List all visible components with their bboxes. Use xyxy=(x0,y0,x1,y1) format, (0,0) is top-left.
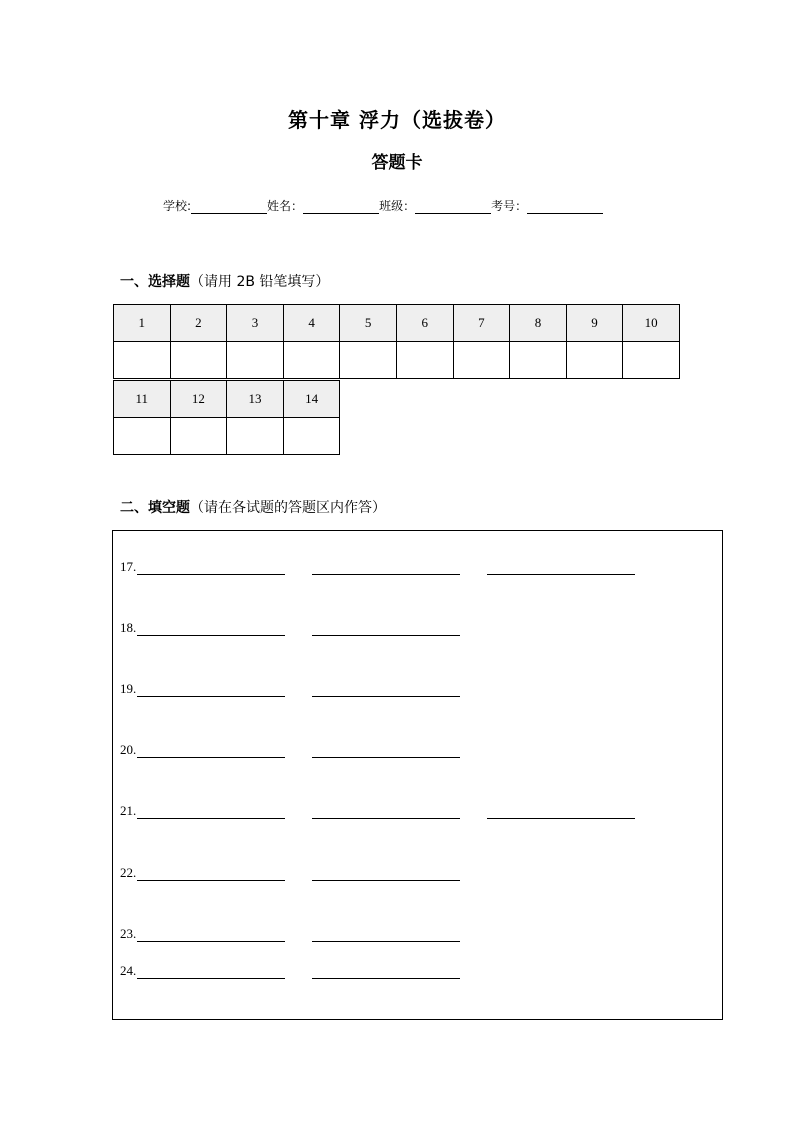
answer-blank-line[interactable] xyxy=(312,635,460,636)
section2-title: 二、填空题 xyxy=(120,500,190,516)
answer-cell[interactable] xyxy=(283,418,340,455)
answer-blank-line[interactable] xyxy=(487,574,635,575)
answer-cell[interactable] xyxy=(566,342,623,379)
answer-blank-line[interactable] xyxy=(137,941,285,942)
page-title: 第十章 浮力（选拔卷） xyxy=(288,108,506,132)
question-number: 20. xyxy=(120,742,137,757)
school-label: 学校: xyxy=(163,199,192,213)
answer-blank-line[interactable] xyxy=(312,696,460,697)
answer-cell[interactable] xyxy=(114,342,171,379)
fill-question-row xyxy=(120,559,635,575)
student-info-row xyxy=(163,197,603,214)
question-number: 23. xyxy=(120,926,137,941)
question-number-cell: 11 xyxy=(114,381,171,418)
answer-cell[interactable] xyxy=(510,342,567,379)
answer-cell[interactable] xyxy=(340,342,397,379)
answer-blank-line[interactable] xyxy=(137,818,285,819)
answer-blank-line[interactable] xyxy=(312,978,460,979)
question-number-cell: 8 xyxy=(510,305,567,342)
question-number: 22. xyxy=(120,865,137,880)
question-number: 18. xyxy=(120,620,137,635)
answer-cell[interactable] xyxy=(283,342,340,379)
question-number-cell: 7 xyxy=(453,305,510,342)
fill-question-row xyxy=(120,742,460,758)
fill-question-row xyxy=(120,865,460,881)
question-number-cell: 12 xyxy=(170,381,227,418)
question-number: 24. xyxy=(120,963,137,978)
class-label: 班级： xyxy=(379,199,416,213)
question-number-cell: 10 xyxy=(623,305,680,342)
answer-blank-line[interactable] xyxy=(137,574,285,575)
section1-note: （请用 2B 铅笔填写） xyxy=(190,274,330,290)
fill-in-answer-area xyxy=(112,530,723,1020)
question-number-cell: 4 xyxy=(283,305,340,342)
answer-blank-line[interactable] xyxy=(487,818,635,819)
question-number-cell: 13 xyxy=(227,381,284,418)
fill-question-row xyxy=(120,803,635,819)
question-number: 19. xyxy=(120,681,137,696)
section2-heading xyxy=(120,497,386,517)
choice-answer-table-2 xyxy=(113,380,340,455)
question-number-cell: 3 xyxy=(227,305,284,342)
page-subtitle: 答题卡 xyxy=(371,153,423,173)
question-number-cell: 14 xyxy=(283,381,340,418)
question-number-cell: 9 xyxy=(566,305,623,342)
answer-cell[interactable] xyxy=(170,418,227,455)
exam-no-label: 考号： xyxy=(491,199,528,213)
answer-cell[interactable] xyxy=(170,342,227,379)
answer-cell[interactable] xyxy=(227,342,284,379)
answer-cell[interactable] xyxy=(396,342,453,379)
answer-blank-line[interactable] xyxy=(312,941,460,942)
class-field[interactable] xyxy=(415,199,491,214)
fill-question-row xyxy=(120,681,460,697)
answer-blank-line[interactable] xyxy=(137,880,285,881)
answer-cell[interactable] xyxy=(623,342,680,379)
answer-blank-line[interactable] xyxy=(137,978,285,979)
question-number-cell: 6 xyxy=(396,305,453,342)
question-number-cell: 5 xyxy=(340,305,397,342)
name-field[interactable] xyxy=(303,199,379,214)
answer-cell[interactable] xyxy=(453,342,510,379)
question-number: 17. xyxy=(120,559,137,574)
choice-answer-table-1 xyxy=(113,304,680,379)
answer-blank-line[interactable] xyxy=(312,574,460,575)
question-number: 21. xyxy=(120,803,137,818)
section1-title: 一、选择题 xyxy=(120,274,190,290)
answer-blank-line[interactable] xyxy=(312,818,460,819)
section2-note: （请在各试题的答题区内作答） xyxy=(190,500,386,516)
exam-no-field[interactable] xyxy=(527,199,603,214)
fill-question-row xyxy=(120,963,460,979)
answer-blank-line[interactable] xyxy=(137,757,285,758)
answer-blank-line[interactable] xyxy=(312,757,460,758)
name-label: 姓名： xyxy=(267,199,304,213)
question-number-cell: 2 xyxy=(170,305,227,342)
fill-question-row xyxy=(120,620,460,636)
answer-blank-line[interactable] xyxy=(137,696,285,697)
school-field[interactable] xyxy=(191,199,267,214)
answer-cell[interactable] xyxy=(227,418,284,455)
question-number-cell: 1 xyxy=(114,305,171,342)
section1-heading xyxy=(120,271,329,291)
answer-blank-line[interactable] xyxy=(312,880,460,881)
answer-blank-line[interactable] xyxy=(137,635,285,636)
fill-question-row xyxy=(120,926,460,942)
answer-cell[interactable] xyxy=(114,418,171,455)
